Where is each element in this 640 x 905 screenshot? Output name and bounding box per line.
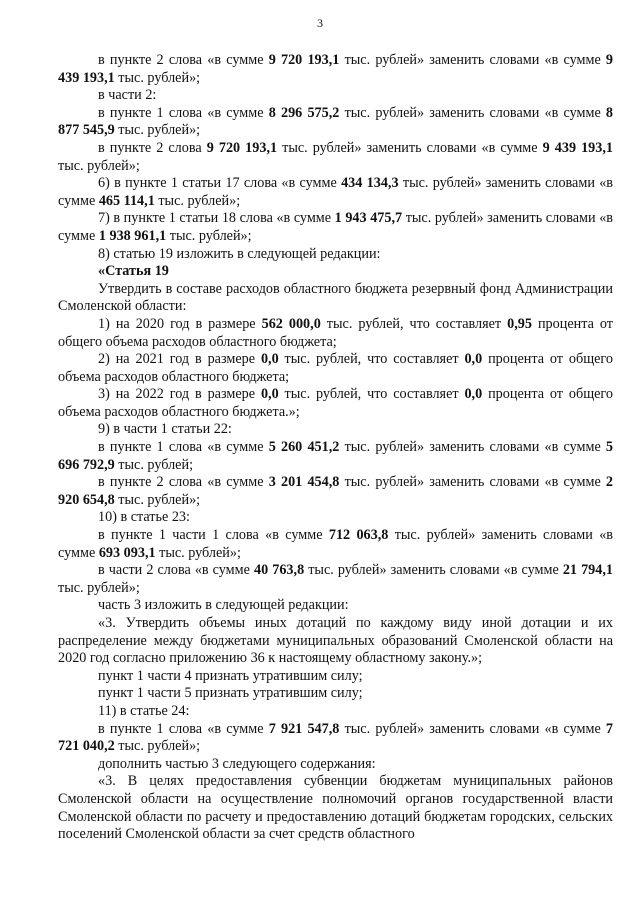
text-run: тыс. рублей»; bbox=[58, 157, 140, 174]
paragraph bbox=[58, 421, 613, 439]
text-run: тыс. рублей» заменить словами «в сумме bbox=[339, 439, 606, 456]
bold-text: 562 000,0 bbox=[261, 315, 321, 332]
text-run: в пункте 1 слова «в сумме bbox=[98, 720, 269, 737]
paragraph bbox=[58, 52, 613, 87]
bold-text: 712 063,8 bbox=[328, 527, 389, 544]
bold-text: 434 134,3 bbox=[341, 175, 399, 192]
paragraph bbox=[58, 87, 613, 105]
text-run: процента от общего объема расходов областного бюджета.»; bbox=[58, 386, 613, 420]
text-run: в части 2 слова «в сумме bbox=[98, 562, 254, 579]
text-run: пункт 1 части 5 признать утратившим силу; bbox=[98, 685, 363, 702]
text-run: тыс. рублей» заменить словами «в сумме bbox=[304, 562, 563, 579]
bold-text: 9 439 193,1 bbox=[542, 139, 614, 156]
paragraph bbox=[58, 773, 613, 843]
text-run: тыс. рублей»; bbox=[114, 122, 201, 139]
bold-text: 465 114,1 bbox=[98, 192, 155, 209]
text-run: тыс. рублей» заменить словами «в сумме bbox=[339, 474, 606, 491]
text-run: тыс. рублей» заменить словами «в сумме bbox=[58, 175, 614, 209]
paragraph bbox=[58, 597, 613, 615]
text-run: тыс. рублей» заменить словами «в сумме bbox=[339, 720, 606, 737]
bold-text: 693 093,1 bbox=[98, 544, 156, 561]
paragraph bbox=[58, 703, 613, 721]
bold-text: 0,0 bbox=[260, 386, 279, 403]
bold-text: 8 296 575,2 bbox=[268, 104, 340, 121]
text-run: часть 3 изложить в следующей редакции: bbox=[98, 597, 349, 614]
text-run: «3. Утвердить объемы иных дотаций по каждому виду иной дотации и их распределение между бюджетами муниципальных образований Смоленской области на 2020 год согласно приложению 36 к настоящему областному закону.»; bbox=[58, 615, 613, 667]
paragraph bbox=[58, 316, 613, 351]
text-run: 10) в статье 23: bbox=[98, 509, 190, 526]
bold-text: 9 720 193,1 bbox=[206, 139, 278, 156]
document-body bbox=[58, 52, 613, 844]
paragraph bbox=[58, 210, 613, 245]
bold-text: 1 943 475,7 bbox=[334, 210, 403, 227]
text-run: тыс. рублей»; bbox=[166, 227, 252, 244]
paragraph bbox=[58, 105, 613, 140]
text-run: 1) на 2020 год в размере bbox=[98, 315, 262, 332]
bold-text: 0,95 bbox=[507, 315, 532, 332]
text-run: тыс. рублей, что составляет bbox=[278, 351, 465, 368]
text-run: в пункте 2 слова «в сумме bbox=[98, 474, 269, 491]
text-run: в пункте 2 слова «в сумме bbox=[98, 52, 269, 68]
bold-text: 9 720 193,1 bbox=[268, 52, 340, 68]
bold-text: 7 921 547,8 bbox=[268, 720, 340, 737]
paragraph bbox=[58, 562, 613, 597]
text-run: 3) на 2022 год в размере bbox=[98, 386, 261, 403]
text-run: процента от общего объема расходов областного бюджета; bbox=[58, 315, 613, 350]
bold-text: 1 938 961,1 bbox=[98, 227, 167, 244]
bold-text: 2 920 654,8 bbox=[58, 474, 614, 508]
text-run: дополнить частью 3 следующего содержания: bbox=[98, 755, 376, 772]
text-run: тыс. рублей»; bbox=[114, 738, 201, 755]
paragraph bbox=[58, 386, 613, 421]
text-run: 6) в пункте 1 статьи 17 слова «в сумме bbox=[98, 175, 342, 192]
text-run: пункт 1 части 4 признать утратившим силу; bbox=[98, 667, 363, 684]
page-number: 3 bbox=[317, 16, 323, 30]
bold-text: 5 260 451,2 bbox=[268, 439, 340, 456]
bold-text: 0,0 bbox=[260, 351, 279, 368]
paragraph bbox=[58, 439, 613, 474]
text-run: 8) статью 19 изложить в следующей редакции: bbox=[98, 245, 381, 262]
text-run: тыс. рублей»; bbox=[155, 544, 241, 561]
paragraph bbox=[58, 281, 613, 316]
text-run: 2) на 2021 год в размере bbox=[98, 351, 261, 368]
text-run: тыс. рублей»; bbox=[114, 491, 201, 508]
paragraph bbox=[58, 509, 613, 527]
text-run: в пункте 1 слова «в сумме bbox=[98, 439, 269, 456]
bold-text: 0,0 bbox=[464, 386, 483, 403]
paragraph bbox=[58, 668, 613, 686]
text-run: тыс. рублей» заменить словами «в сумме bbox=[339, 52, 606, 68]
text-run: тыс. рублей»; bbox=[114, 69, 201, 86]
paragraph bbox=[58, 263, 613, 281]
bold-text: 40 763,8 bbox=[254, 562, 305, 579]
bold-text: 21 794,1 bbox=[562, 562, 613, 579]
text-run: тыс. рублей, что составляет bbox=[278, 386, 465, 403]
text-run: «3. В целях предоставления субвенции бюджетам муниципальных районов Смоленской области на осуществление полномочий органов государственной власти Смоленской области по расчету и предоставлению дотаций бюджетам городских, сельских поселений Смоленской области за счет средств областного bbox=[58, 773, 613, 843]
paragraph bbox=[58, 685, 613, 703]
text-run: тыс. рублей» заменить словами «в сумме bbox=[58, 527, 613, 561]
paragraph bbox=[58, 527, 613, 562]
text-run: 9) в части 1 статьи 22: bbox=[98, 421, 232, 438]
bold-text: 9 439 193,1 bbox=[58, 52, 614, 86]
paragraph bbox=[58, 721, 613, 756]
text-run: в пункте 1 части 1 слова «в сумме bbox=[98, 527, 329, 544]
bold-text: 0,0 bbox=[464, 351, 483, 368]
paragraph bbox=[58, 615, 613, 668]
text-run: Утвердить в составе расходов областного бюджета резервный фонд Администрации Смоленской области: bbox=[58, 280, 613, 315]
bold-text: «Статья 19 bbox=[98, 263, 169, 280]
bold-text: 8 877 545,9 bbox=[58, 104, 614, 139]
paragraph bbox=[58, 175, 613, 210]
text-run: в пункте 1 слова «в сумме bbox=[98, 104, 269, 121]
paragraph bbox=[58, 246, 613, 264]
text-run: в части 2: bbox=[98, 87, 157, 104]
text-run: тыс. рублей»; bbox=[58, 579, 140, 596]
text-run: тыс. рублей»; bbox=[154, 192, 241, 209]
text-run: 11) в статье 24: bbox=[98, 702, 190, 719]
text-run: тыс. рублей» заменить словами «в сумме bbox=[277, 139, 543, 156]
bold-text: 7 721 040,2 bbox=[58, 720, 614, 755]
text-run: тыс. рублей, что составляет bbox=[320, 315, 508, 332]
bold-text: 5 696 792,9 bbox=[58, 439, 614, 473]
text-run: в пункте 2 слова bbox=[98, 139, 207, 156]
text-run: тыс. рублей» заменить словами «в сумме bbox=[339, 104, 606, 121]
text-run: процента от общего объема расходов областного бюджета; bbox=[58, 351, 613, 385]
text-run: тыс. рублей» заменить словами «в сумме bbox=[58, 210, 613, 244]
paragraph bbox=[58, 351, 613, 386]
paragraph bbox=[58, 756, 613, 774]
bold-text: 3 201 454,8 bbox=[268, 474, 340, 491]
paragraph bbox=[58, 140, 613, 175]
text-run: 7) в пункте 1 статьи 18 слова «в сумме bbox=[98, 210, 335, 227]
paragraph bbox=[58, 474, 613, 509]
text-run: тыс. рублей; bbox=[114, 456, 194, 473]
